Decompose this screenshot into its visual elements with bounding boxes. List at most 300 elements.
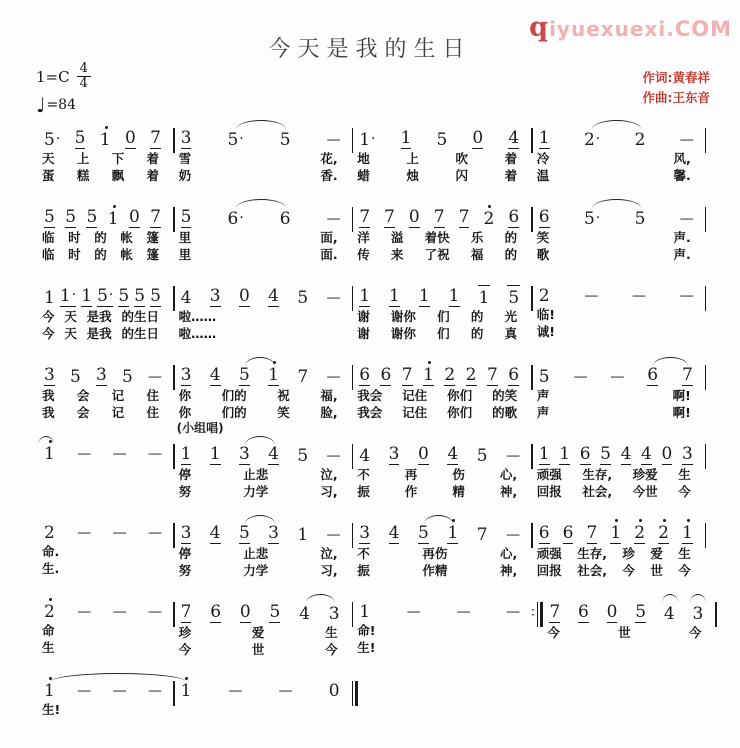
slur — [424, 515, 453, 525]
note: 5 — [634, 209, 646, 229]
lyric-syllable: 珍 — [622, 546, 635, 561]
note: 3 — [692, 604, 704, 624]
note: 5 — [70, 367, 81, 387]
measure — [353, 434, 531, 501]
lyric-syllable: 着 — [504, 168, 518, 183]
notes-row — [38, 197, 717, 264]
measure — [175, 276, 352, 343]
repeat-barline: ∶ — [531, 602, 543, 627]
note: 6 — [562, 523, 574, 543]
lyric-syllable: 面, — [320, 230, 338, 245]
measure-notes — [353, 276, 531, 309]
note: 3 — [328, 604, 340, 624]
note: 7 — [401, 365, 413, 385]
note: — — [632, 288, 646, 304]
note: 5 — [297, 446, 309, 466]
note: 3 — [180, 365, 192, 385]
lyric-line — [38, 482, 173, 499]
note: — — [679, 288, 693, 304]
note: 0 — [128, 207, 140, 227]
note: 3 — [681, 444, 693, 464]
measure — [353, 197, 531, 264]
note: 6 — [359, 365, 371, 385]
note: — — [148, 604, 161, 620]
measure — [353, 118, 531, 185]
music-system — [38, 592, 717, 659]
lyric-syllable: 笑 — [536, 230, 550, 245]
quarter-note-icon: ♩ — [36, 92, 46, 117]
lyric-syllable: 顽强 — [536, 467, 562, 482]
lyric-line — [533, 405, 705, 422]
note: 5· — [583, 209, 601, 229]
measure-notes — [38, 276, 173, 309]
lyric-syllable: 力学 — [243, 484, 269, 499]
note: 2 — [634, 523, 646, 543]
lyric-syllable: 香. — [320, 168, 338, 183]
notes-row — [38, 355, 717, 435]
lyric-syllable: 是我 — [86, 309, 112, 324]
lyric-line — [38, 151, 173, 168]
note: 5 — [269, 602, 281, 622]
slur — [592, 120, 641, 130]
note: 5 — [238, 523, 250, 543]
credits — [643, 68, 711, 108]
lyric-syllable: 啊! — [672, 405, 691, 420]
lyric-syllable: 今 — [678, 563, 691, 578]
lyric-line — [353, 563, 531, 580]
lyric-syllable: 来 — [390, 247, 404, 262]
lyric-syllable: 时 — [68, 247, 81, 262]
lyric-syllable: 祝 — [277, 388, 290, 403]
measure — [38, 118, 173, 185]
measure-notes — [533, 434, 705, 467]
measure-notes — [353, 434, 531, 467]
lyric-line — [175, 625, 352, 642]
lyric-line — [533, 307, 705, 324]
lyric-syllable: 着快 — [424, 230, 450, 245]
note: 1 — [44, 681, 55, 701]
lyric-syllable: 上 — [406, 151, 419, 166]
lyric-syllable: 的生日 — [121, 326, 159, 341]
note: 4 — [620, 444, 632, 464]
note: — — [77, 604, 91, 620]
note: 5 — [86, 207, 98, 227]
lyric-syllable: 精 — [452, 484, 465, 499]
note: 6 — [577, 602, 589, 622]
music-system — [38, 355, 717, 435]
note: 1 — [359, 602, 371, 622]
lyric-syllable: 止悲 — [243, 467, 269, 482]
note: 7 — [486, 365, 498, 385]
lyric-syllable: 谢 — [357, 309, 370, 324]
song-title: 今天是我的生日 — [268, 37, 472, 62]
measure-notes — [38, 355, 173, 388]
lyric-line — [175, 230, 352, 247]
lyric-syllable: 世 — [618, 625, 631, 640]
lyric-syllable: 我 — [42, 405, 55, 420]
note: 7 — [150, 128, 161, 148]
lyric-line — [353, 309, 531, 326]
lyric-syllable: 洋 — [357, 230, 370, 245]
key-tempo-block — [36, 62, 91, 117]
note: 1 — [359, 286, 371, 306]
note: — — [679, 132, 693, 148]
measure-notes — [38, 592, 173, 623]
note: 6 — [647, 365, 659, 385]
lyric-syllable: 上 — [76, 151, 90, 166]
note: 2· — [583, 130, 601, 150]
lyric-syllable: 你 — [178, 405, 192, 420]
measure-notes — [38, 434, 173, 465]
note: 0 — [238, 286, 250, 306]
lyric-syllable: 停 — [178, 467, 192, 482]
lyric-syllable: 伤 — [452, 467, 465, 482]
lyric-syllable: 振 — [357, 563, 370, 578]
lyric-syllable: 顽强 — [536, 546, 562, 561]
lyric-syllable: 雪 — [178, 151, 192, 166]
lyric-syllable: 心, — [499, 546, 518, 561]
music-system — [38, 197, 717, 264]
slur — [236, 199, 286, 209]
measure — [353, 276, 531, 343]
note: 5 — [44, 207, 55, 227]
music-system — [38, 434, 717, 501]
lyric-syllable: 吹 — [455, 151, 469, 166]
note: 6 — [210, 602, 222, 622]
lyric-line — [533, 230, 705, 247]
note: — — [112, 604, 126, 620]
tempo-marking — [36, 93, 91, 117]
lyric-line — [353, 467, 531, 484]
lyric-syllable: 努 — [178, 563, 192, 578]
lyric-syllable: 们 — [437, 326, 450, 341]
lyric-line — [175, 546, 352, 563]
lyric-syllable: 天 — [64, 309, 77, 324]
lyric-syllable: 不 — [357, 467, 370, 482]
note: — — [148, 683, 161, 699]
measure-notes — [175, 671, 352, 702]
note: — — [326, 527, 340, 543]
slur — [592, 199, 641, 209]
note: — — [406, 604, 420, 620]
lyric-line — [38, 702, 173, 719]
note: 5 — [65, 207, 77, 227]
lyric-line — [353, 405, 531, 422]
lyric-line — [38, 388, 173, 405]
lyric-line — [38, 168, 173, 185]
lyric-syllable: 的 — [470, 326, 484, 341]
note: 1 — [268, 365, 279, 385]
lyric-line — [175, 168, 352, 185]
lyric-syllable: 再 — [404, 467, 418, 482]
music-system — [38, 671, 717, 736]
measure — [38, 355, 173, 422]
lyric-syllable: 诚! — [536, 324, 555, 339]
slur — [653, 357, 688, 367]
note: 1 — [400, 128, 412, 148]
lyric-line — [38, 309, 173, 326]
lyric-line — [353, 546, 531, 563]
note: 5· — [44, 130, 61, 150]
lyric-syllable: 的 — [470, 309, 484, 324]
note: 5 — [635, 602, 647, 622]
note: 4 — [663, 604, 675, 624]
lyric-syllable: 声 — [536, 388, 550, 403]
lyric-line — [175, 388, 352, 405]
slur — [662, 594, 678, 604]
lyric-line — [175, 484, 352, 501]
lyric-line — [175, 642, 352, 659]
lyric-syllable: 不 — [357, 546, 370, 561]
lyric-syllable: 的 — [94, 247, 107, 262]
note: 5· — [97, 286, 114, 306]
note: 5 — [238, 365, 250, 385]
measure-notes — [353, 118, 531, 151]
note: 1 — [180, 681, 192, 701]
lyric-line — [533, 388, 705, 405]
music-system — [38, 276, 717, 343]
note: 1 — [478, 288, 490, 308]
barline — [705, 523, 707, 548]
lyric-syllable: 地 — [357, 151, 370, 166]
watermark-com: COM — [674, 17, 732, 41]
lyric-syllable: 止悲 — [243, 546, 269, 561]
lyric-syllable: 生. — [42, 561, 60, 576]
barline — [705, 207, 707, 232]
lyric-line — [38, 544, 173, 561]
note: — — [326, 290, 340, 306]
note: 2 — [658, 523, 669, 543]
key-signature: 1=C — [36, 67, 70, 86]
lyric-syllable: 今 — [42, 309, 55, 324]
lyric-syllable: 声 — [536, 405, 550, 420]
note: — — [112, 683, 126, 699]
note: 7 — [586, 523, 598, 543]
measure — [175, 671, 352, 736]
lyric-line — [353, 326, 531, 343]
lyric-syllable: 你们 — [447, 405, 473, 420]
lyric-syllable: 飘 — [111, 168, 125, 183]
lyric-syllable: 乐 — [470, 230, 484, 245]
lyric-syllable: 力学 — [243, 563, 269, 578]
final-barline — [352, 681, 359, 706]
note: 0 — [472, 128, 484, 148]
lyric-line — [533, 324, 705, 341]
lyric-syllable: 面. — [320, 247, 338, 262]
note: 5 — [538, 367, 550, 387]
measure-notes — [543, 592, 715, 625]
note: — — [148, 525, 161, 541]
lyric-line — [533, 484, 705, 501]
lyric-syllable: 了祝 — [424, 247, 450, 262]
barline — [715, 602, 717, 627]
note: 1 — [610, 523, 622, 543]
note: 6 — [508, 207, 520, 227]
lyric-syllable: 溢 — [390, 230, 404, 245]
lyric-line — [353, 230, 531, 247]
slur — [245, 515, 275, 525]
lyric-line — [38, 640, 173, 657]
watermark-dot: . — [666, 17, 675, 41]
music-system — [38, 118, 717, 185]
note: 1 — [538, 444, 550, 464]
lyric-syllable: 回报 — [536, 484, 562, 499]
lyric-line — [38, 561, 173, 578]
lyric-syllable: 生存, — [577, 546, 607, 561]
note: 7 — [297, 367, 309, 387]
note: 4 — [508, 128, 520, 148]
note: — — [584, 288, 598, 304]
lyric-syllable: 的 — [504, 247, 518, 262]
lyric-syllable: 作精 — [422, 563, 448, 578]
lyric-syllable: 会 — [76, 388, 90, 403]
lyric-syllable: 真 — [504, 326, 518, 341]
slur — [245, 436, 275, 446]
note: 4 — [268, 444, 279, 464]
lyric-syllable: 声. — [673, 230, 691, 245]
lyric-syllable: 篷 — [146, 230, 159, 245]
note: — — [326, 448, 340, 464]
lyric-syllable: 着 — [146, 151, 159, 166]
lyric-syllable: 天 — [42, 151, 55, 166]
measure-notes — [353, 355, 531, 388]
lyric-syllable: 你们 — [447, 388, 473, 403]
lyric-syllable: 记 — [111, 388, 125, 403]
barline — [705, 128, 707, 153]
lyric-syllable: 神, — [499, 563, 518, 578]
lyric-syllable: 今 — [178, 642, 192, 657]
note: 1 — [297, 525, 309, 545]
note: 1· — [359, 130, 376, 150]
note: 5 — [508, 288, 520, 308]
note: 1 — [559, 444, 571, 464]
measure-notes — [175, 276, 352, 309]
tempo-value: =84 — [46, 96, 76, 113]
lyric-syllable: 声. — [673, 247, 691, 262]
note: 1 — [209, 444, 221, 464]
lyric-syllable: 今世 — [632, 484, 658, 499]
lyric-syllable: 泣, — [320, 546, 338, 561]
lyric-syllable: 蛋 — [42, 168, 55, 183]
lyric-syllable: 今 — [688, 625, 702, 640]
note: — — [456, 604, 470, 620]
note: 7 — [458, 207, 470, 227]
note: — — [77, 525, 91, 541]
lyric-syllable: 我 — [42, 388, 55, 403]
lyric-syllable: 今 — [42, 326, 55, 341]
lyric-syllable: 世 — [650, 563, 663, 578]
note: 7 — [150, 207, 161, 227]
note: 7 — [476, 525, 488, 545]
note: 7 — [384, 207, 395, 227]
note: 6 — [579, 444, 591, 464]
lyric-line — [38, 719, 173, 736]
note: — — [77, 446, 91, 462]
lyric-line — [175, 719, 352, 736]
lyric-syllable: 歌 — [536, 247, 550, 262]
note: 5 — [150, 286, 161, 306]
lyric-line — [38, 623, 173, 640]
note: 1· — [59, 286, 77, 306]
lyric-line — [543, 642, 715, 659]
measure — [38, 592, 173, 657]
time-signature: $\frac{4}{4}$ — [77, 62, 91, 92]
lyric-syllable: 你 — [178, 388, 192, 403]
note: 6 — [380, 365, 392, 385]
note: 5 — [180, 207, 192, 227]
lyric-syllable: 生 — [678, 467, 691, 482]
notes-row — [38, 434, 717, 501]
note: 7 — [549, 602, 561, 622]
composer-credit: 作曲:王东音 — [642, 90, 710, 105]
lyric-syllable: 住 — [146, 405, 159, 420]
note: 1 — [447, 523, 459, 543]
measure-notes — [38, 513, 173, 544]
lyric-line — [353, 388, 531, 405]
note: — — [573, 369, 587, 385]
measure — [38, 434, 173, 499]
lyric-syllable: 临 — [42, 247, 55, 262]
note: 2 — [483, 209, 495, 229]
lyric-syllable: 生存, — [582, 467, 613, 482]
note: 2 — [444, 365, 456, 385]
measure-notes — [533, 276, 705, 307]
lyricist-credit: 作词:黄春祥 — [642, 70, 710, 85]
measure — [353, 592, 531, 657]
lyric-syllable: 风, — [673, 151, 691, 166]
measure — [38, 513, 173, 578]
note: 4 — [180, 288, 192, 308]
lyric-syllable: 记 — [111, 405, 125, 420]
note: — — [326, 132, 340, 148]
lyric-syllable: 临 — [42, 230, 55, 245]
lyric-line — [533, 546, 705, 563]
note: 0 — [124, 128, 136, 148]
lyric-line — [533, 247, 705, 264]
barline — [705, 444, 707, 469]
note: 5 — [122, 367, 133, 387]
measure — [533, 276, 705, 341]
lyric-syllable: 帐 — [120, 247, 133, 262]
lyric-syllable: 珍 — [178, 625, 192, 640]
lyric-syllable: 社会, — [577, 563, 607, 578]
lyric-syllable: 帐 — [120, 230, 133, 245]
note: 5 — [476, 446, 488, 466]
lyric-syllable: 生! — [357, 640, 376, 655]
note: 3 — [180, 523, 192, 543]
lyric-syllable: 我会 — [357, 405, 383, 420]
slur — [236, 120, 286, 130]
lyric-syllable: 珍爱 — [632, 467, 658, 482]
note: 0 — [417, 444, 429, 464]
note: 7 — [359, 207, 371, 227]
lyric-line — [533, 151, 705, 168]
note: 5 — [297, 288, 309, 308]
measure — [533, 434, 705, 501]
note: 5 — [118, 286, 130, 306]
measure-notes — [38, 197, 173, 230]
note: 2 — [538, 286, 550, 306]
lyric-syllable: 花, — [320, 151, 338, 166]
measure-notes — [533, 513, 705, 546]
group-sing-annotation: (小组唱) — [176, 421, 224, 435]
note: 5 — [74, 128, 86, 148]
note: 1 — [81, 286, 93, 306]
notes-row — [38, 592, 717, 659]
notes-row — [38, 513, 717, 580]
note: 0 — [239, 602, 251, 622]
note: 6 — [508, 365, 520, 385]
